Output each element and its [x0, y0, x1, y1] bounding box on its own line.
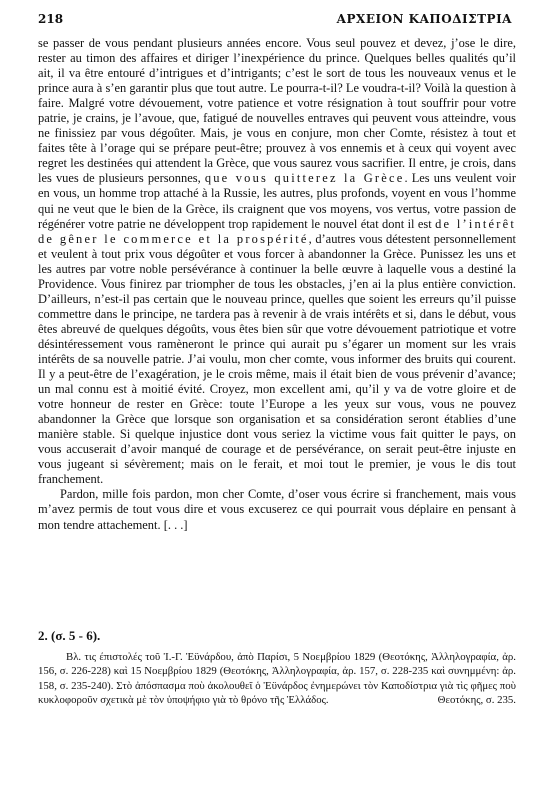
running-title: ΑΡΧΕΙΟΝ ΚΑΠΟΔΙΣΤΡΙΑ	[336, 12, 512, 26]
footnote-text: Βλ. τις έπιστολές τοῦ Ἰ.-Γ. Ἐϋνάρδου, ἀπὸ Παρίσι, 5 Νοεμβρίου 1829 (Θεοτόκης, Ἀλληλογραφία, ἀρ. 156, σ. 226-228) καὶ 15 Νοεμβρίου 1829 (Θεοτόκης, Ἀλληλογραφία, ἀρ. 157, σ. 228-235 καὶ συνημμένη: ἀρ. 158, σ. 235-240). Στὸ ἀπόσπασμα ποὺ ἀκολουθεῖ ὁ Ἐϋνάρδος ἐνημερώνει τὸν Καποδίστρια γιὰ τὶς φῆμες ποὺ κυκλοφοροῦν σχετικὰ μὲ τὸν ὑποψήφιο γιὰ τὸ θρόνο τῆς Ἑλλάδος.	[38, 651, 516, 706]
text-run: . Les uns veulent voir en vous, un homme trop attaché à la Russie, les autres, plus profonds, voyent en vous l’homme qui ne veut que le bien de la Grèce, ils craignent que vos moyens, vos vertus, votre passion de régénérer votre patrie ne développent trop rapidement le nouvel état dont il est	[38, 171, 516, 231]
text-run: , d’autres vous détestent personnellement et veulent à tout prix vous dégoûter et vous forcer à abandonner la Grèce. Punissez les uns et les autres par votre noble persévérance à continuer la belle œuvre à laquelle vous a destiné la Providence. Vous finirez par triompher de tous les obstacles, j’en ai la plus entière conviction. D’ailleurs, n’est-il pas certain que le nouveau prince, quelles que soient les erreurs qu’il puisse commettre dans le principe, ne tardera pas à revenir à de vrais intérêts et si, dans le début, vous êtes abreuvé de quelques dégoûts, vous êtes bien sûr que votre dévouement patriotique et votre désintéressement vous ramèneront le prince qui aurait pu s’égarer un moment sur les vrais intérêts de sa nouvelle patrie. J’ai voulu, mon cher comte, vous informer des bruits qui courent. Il y a peut-être de l’exagération, je le crois même, mais il était bien de vous prévenir d’avance; un mal connu est à moitié évité. Croyez, mon excellent ami, qu’il y va de votre gloire et de votre honneur de rester en Grèce: toute l’Europe a les yeux sur vous, vous ne pouvez abandonner la Grèce que lorsque son organisation et sa considération seront établies d’une manière stable. Si quelque injustice dont vous seriez la victime vous fait quitter le pays, on vous accuserait d’avoir manqué de courage et de persévérance, on serait peut-être injuste en vous jugeant si sévèrement; mais on le ferait, et moi tout le premier, je vous le dis tout franchement.	[38, 231, 516, 487]
spaced-emphasis: que vous quitterez la Grèce	[204, 171, 405, 186]
footnote	[38, 650, 516, 707]
letter-paragraph: Pardon, mille fois pardon, mon cher Comte, d’oser vous écrire si franchement, mais vous m’avez permis de tout vous dire et vous excuserez ce qui pourrait vous déplaire en pensant à mon tendre attachement. [. . .]	[38, 487, 516, 532]
footnote-source: Θεοτόκης, σ. 235.	[437, 693, 516, 706]
text-run: se passer de vous pendant plusieurs années encore. Vous seul pouvez et devez, j’ose le dire, rester au timon des affaires et diriger l’inexpérience du prince. Quelques belles qualités qu’il ait, il va être entouré d’intrigues et d’intrigants; c’est le sort de tous les nouveaux venus et le prince aura à s’en garantir plus que tout autre. Le pourra-t-il? Le voudra-t-il? Voilà la question à faire. Malgré votre dévouement, votre patience et votre résignation à tout souffrir pour votre patrie, je crains, je l’avoue, que, fatigué de nouvelles entraves qui peuvent vous atteindre, vous ne finissiez par vous dégoûter. Mais, je vous en conjure, mon cher Comte, résistez à tout et faites tête à l’orage qui se prépare peut-être; prouvez à vos ennemis et à ceux qui voyent avec regret les destinées qui attendent la Grèce, que vous saurez vous sacrifier. Il entre, je crois, dans les vues de plusieurs personnes,	[38, 36, 516, 186]
letter-text	[38, 36, 516, 533]
page-number: 218	[38, 12, 64, 26]
running-header	[38, 12, 512, 32]
letter-paragraph	[38, 36, 516, 487]
section-heading: 2. (σ. 5 - 6).	[38, 628, 101, 643]
spaced-emphasis: de l’intérêt de gêner le commerce et la prospérité	[38, 216, 516, 246]
